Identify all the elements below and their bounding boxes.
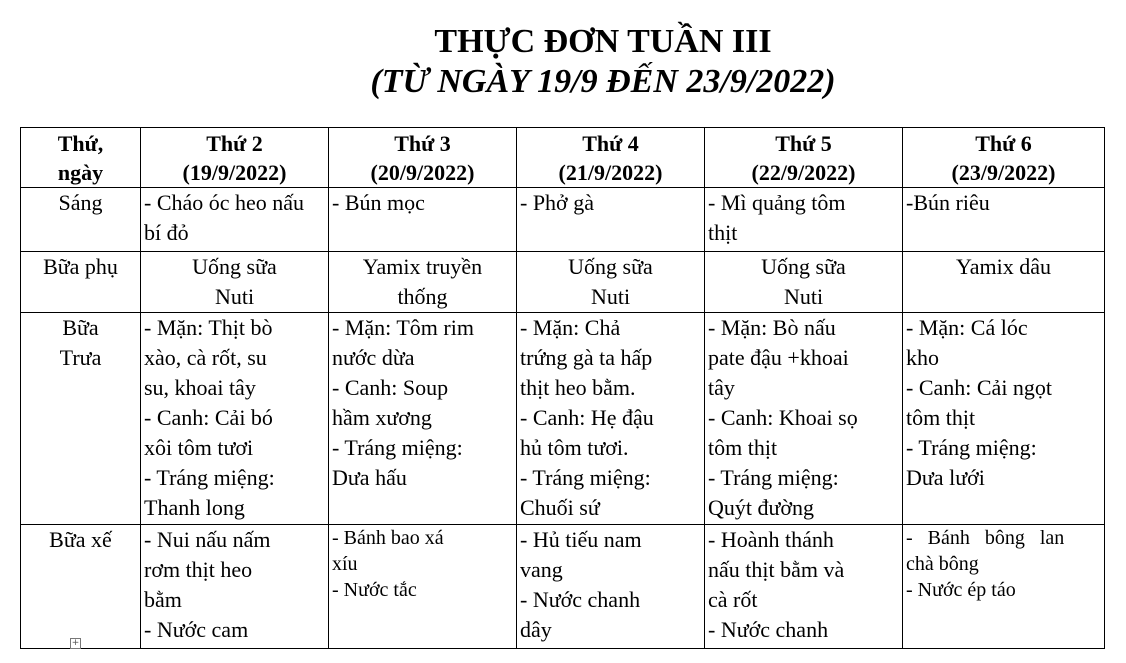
day-date: (22/9/2022) bbox=[751, 160, 856, 185]
menu-line: - Nui nấu nấm bbox=[144, 527, 271, 552]
snack-cell-thu bbox=[705, 252, 903, 313]
menu-line: chà bông bbox=[906, 553, 979, 575]
breakfast-cell-tue bbox=[329, 188, 517, 252]
row-label-breakfast: Sáng bbox=[21, 188, 141, 252]
menu-line: Yamix dâu bbox=[956, 254, 1051, 279]
snack-row bbox=[21, 252, 1105, 313]
menu-line: - Tráng miệng: bbox=[520, 465, 651, 490]
lunch-cell-tue bbox=[329, 313, 517, 525]
menu-line: vang bbox=[520, 557, 563, 582]
menu-line: Thanh long bbox=[144, 495, 245, 520]
snack-cell-fri bbox=[903, 252, 1105, 313]
menu-line: Nuti bbox=[590, 284, 631, 309]
menu-line: - Tráng miệng: bbox=[332, 435, 463, 460]
menu-line: hủ tôm tươi. bbox=[520, 435, 629, 460]
menu-line: xào, cà rốt, su bbox=[144, 345, 267, 370]
menu-line: - Mặn: Tôm rim bbox=[332, 315, 474, 340]
menu-line: - Nước ép táo bbox=[906, 579, 1016, 601]
menu-line: - Hủ tiếu nam bbox=[520, 527, 642, 552]
afternoon-cell-fri bbox=[903, 525, 1105, 649]
menu-line: xíu bbox=[332, 553, 358, 575]
menu-line: bí đỏ bbox=[144, 220, 189, 245]
menu-line: xôi tôm tươi bbox=[144, 435, 254, 460]
day-header-tue bbox=[329, 128, 517, 188]
corner-header-line: Thứ, bbox=[57, 131, 104, 156]
day-name: Thứ 4 bbox=[582, 131, 639, 156]
day-header-mon bbox=[141, 128, 329, 188]
lunch-row bbox=[21, 313, 1105, 525]
menu-line: pate đậu +khoai bbox=[708, 345, 849, 370]
menu-line: - Bánh bông lan bbox=[906, 527, 1065, 549]
day-date: (20/9/2022) bbox=[370, 160, 475, 185]
menu-line: - Mặn: Chả bbox=[520, 315, 621, 340]
afternoon-cell-wed bbox=[517, 525, 705, 649]
menu-line: tây bbox=[708, 375, 735, 400]
menu-line: Quýt đường bbox=[708, 495, 815, 520]
menu-line: cà rốt bbox=[708, 587, 758, 612]
menu-line: - Cháo óc heo nấu bbox=[144, 190, 305, 215]
menu-line: - Mặn: Cá lóc bbox=[906, 315, 1028, 340]
menu-line: - Tráng miệng: bbox=[906, 435, 1037, 460]
menu-line: Dưa hấu bbox=[332, 465, 407, 490]
page-subtitle: (TỪ NGÀY 19/9 ĐẾN 23/9/2022) bbox=[370, 63, 836, 100]
afternoon-cell-tue bbox=[329, 525, 517, 649]
menu-line: nước dừa bbox=[332, 345, 415, 370]
menu-line: trứng gà ta hấp bbox=[520, 345, 653, 370]
menu-line: - Nước tắc bbox=[332, 579, 417, 601]
menu-line: thống bbox=[397, 284, 448, 309]
lunch-cell-fri bbox=[903, 313, 1105, 525]
menu-line: Uống sữa bbox=[192, 254, 277, 279]
row-label-afternoon: Bữa xế bbox=[21, 525, 141, 649]
row-label-lunch bbox=[21, 313, 141, 525]
day-date: (19/9/2022) bbox=[182, 160, 287, 185]
menu-line: - Tráng miệng: bbox=[144, 465, 275, 490]
day-header-thu bbox=[705, 128, 903, 188]
menu-line: Yamix truyền bbox=[362, 254, 483, 279]
menu-line: thịt bbox=[708, 220, 738, 245]
menu-line: bằm bbox=[144, 587, 182, 612]
menu-line: Chuối sứ bbox=[520, 495, 600, 520]
menu-line: tôm thịt bbox=[708, 435, 778, 460]
menu-line: Uống sữa bbox=[761, 254, 846, 279]
menu-line: tôm thịt bbox=[906, 405, 976, 430]
menu-line: - Nước chanh bbox=[708, 617, 829, 642]
menu-line: hầm xương bbox=[332, 405, 432, 430]
menu-line: - Mì quảng tôm bbox=[708, 190, 846, 215]
afternoon-cell-mon bbox=[141, 525, 329, 649]
corner-header bbox=[21, 128, 141, 188]
breakfast-cell-thu bbox=[705, 188, 903, 252]
menu-line: - Tráng miệng: bbox=[708, 465, 839, 490]
row-label-snack: Bữa phụ bbox=[21, 252, 141, 313]
menu-line: nấu thịt bằm và bbox=[708, 557, 845, 582]
snack-cell-tue bbox=[329, 252, 517, 313]
day-name: Thứ 5 bbox=[775, 131, 832, 156]
day-name: Thứ 6 bbox=[975, 131, 1032, 156]
breakfast-cell-mon bbox=[141, 188, 329, 252]
page-title: THỰC ĐƠN TUẦN III bbox=[434, 23, 772, 60]
row-label-line: Bữa bbox=[62, 315, 99, 340]
menu-line: Dưa lưới bbox=[906, 465, 985, 490]
lunch-cell-wed bbox=[517, 313, 705, 525]
menu-line: su, khoai tây bbox=[144, 375, 256, 400]
menu-line: Uống sữa bbox=[568, 254, 653, 279]
menu-line: - Canh: Soup bbox=[332, 375, 449, 400]
menu-line: - Hoành thánh bbox=[708, 527, 834, 552]
menu-line: - Nước cam bbox=[144, 617, 249, 642]
row-label-line: Trưa bbox=[59, 345, 102, 370]
weekly-menu-table bbox=[20, 127, 1105, 649]
menu-line: Nuti bbox=[214, 284, 255, 309]
breakfast-cell-wed bbox=[517, 188, 705, 252]
day-date: (21/9/2022) bbox=[558, 160, 663, 185]
day-date: (23/9/2022) bbox=[951, 160, 1056, 185]
table-move-handle-icon[interactable]: + bbox=[71, 638, 80, 648]
menu-line: - Mặn: Bò nấu bbox=[708, 315, 836, 340]
day-header-wed bbox=[517, 128, 705, 188]
menu-line: - Canh: Hẹ đậu bbox=[520, 405, 654, 430]
header-row bbox=[21, 128, 1105, 188]
lunch-cell-mon bbox=[141, 313, 329, 525]
menu-line: thịt heo bằm. bbox=[520, 375, 636, 400]
menu-line: Nuti bbox=[783, 284, 824, 309]
menu-line: kho bbox=[906, 345, 939, 370]
day-name: Thứ 3 bbox=[394, 131, 451, 156]
lunch-cell-thu bbox=[705, 313, 903, 525]
menu-line: - Bún mọc bbox=[332, 190, 425, 215]
snack-cell-mon bbox=[141, 252, 329, 313]
menu-line: - Mặn: Thịt bò bbox=[144, 315, 273, 340]
menu-line: - Canh: Khoai sọ bbox=[708, 405, 858, 430]
corner-header-line: ngày bbox=[57, 160, 104, 185]
afternoon-cell-thu bbox=[705, 525, 903, 649]
snack-cell-wed bbox=[517, 252, 705, 313]
menu-line: - Canh: Cải bó bbox=[144, 405, 273, 430]
menu-line: dây bbox=[520, 617, 552, 642]
day-header-fri bbox=[903, 128, 1105, 188]
afternoon-row bbox=[21, 525, 1105, 649]
day-name: Thứ 2 bbox=[206, 131, 263, 156]
breakfast-row bbox=[21, 188, 1105, 252]
menu-line: - Canh: Cải ngọt bbox=[906, 375, 1053, 400]
breakfast-cell-fri bbox=[903, 188, 1105, 252]
menu-line: - Phở gà bbox=[520, 190, 594, 215]
menu-line: -Bún riêu bbox=[906, 190, 990, 215]
menu-line: - Nước chanh bbox=[520, 587, 641, 612]
menu-line: - Bánh bao xá bbox=[332, 527, 444, 549]
menu-line: rơm thịt heo bbox=[144, 557, 253, 582]
